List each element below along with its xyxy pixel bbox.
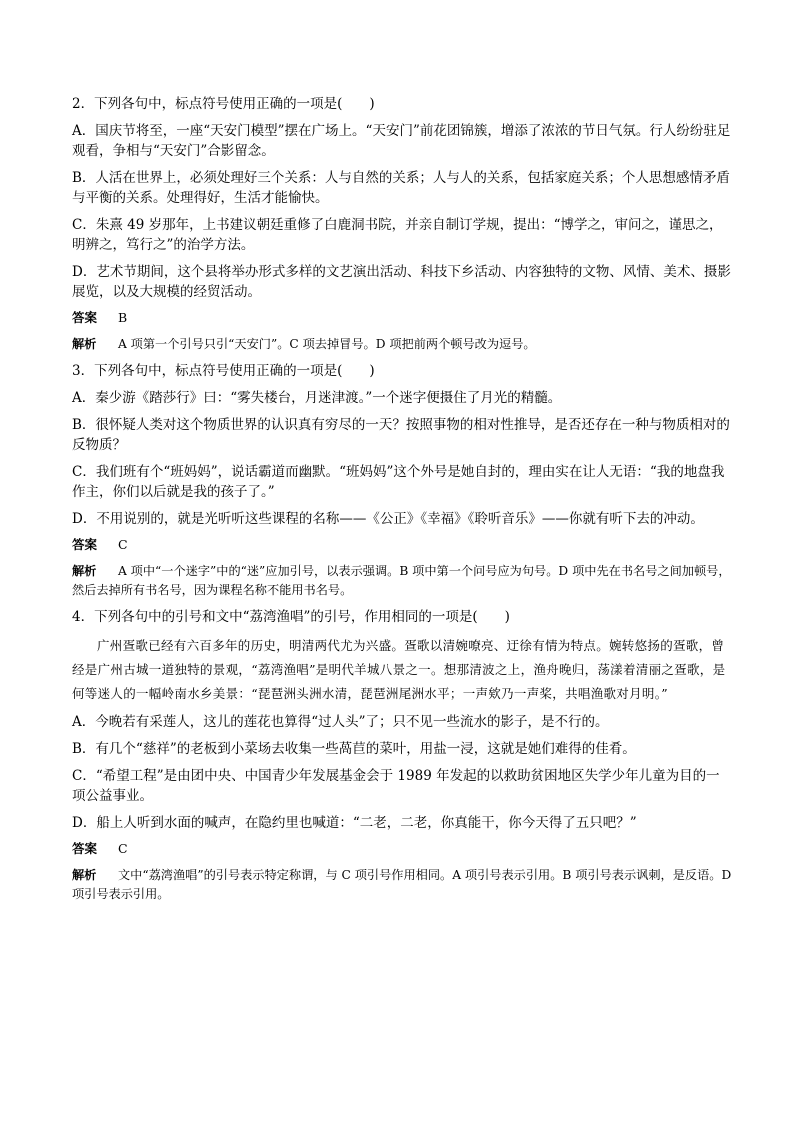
q3-analysis-label: 解析 (72, 564, 97, 578)
q2-title: 2．下列各句中，标点符号使用正确的一项是( ) (72, 96, 375, 112)
q2-analysis-text: A 项第一个引号只引“天安门”。C 项去掉冒号。D 项把前两个顿号改为逗号。 (118, 337, 536, 351)
q2-option-b: B．人活在世界上，必须处理好三个关系：人与自然的关系；人与人的关系，包括家庭关系；个人思想感情矛盾与平衡的关系。处理得好，生活才能愉快。 (72, 170, 730, 206)
q4-option-a: A．今晚若有采莲人，这儿的莲花也算得“过人头”了；只不见一些流水的影子，是不行的。 (72, 714, 609, 730)
q2-answer-value: B (118, 310, 128, 325)
q3-title: 3．下列各句中，标点符号使用正确的一项是( ) (72, 363, 375, 379)
q3-option-b: B．很怀疑人类对这个物质世界的认识真有穷尽的一天？按照事物的相对性推导，是否还存在一种与物质相对的反物质？ (72, 417, 730, 453)
q4-analysis (72, 866, 732, 904)
q3-option-d: D．不用说别的，就是光听听这些课程的名称——《公正》《幸福》《聆听音乐》——你就有听下去的冲动。 (72, 511, 704, 527)
q3-answer-value: C (118, 537, 128, 552)
q4-option-b: B．有几个“慈祥”的老板到小菜场去收集一些萵苣的菜叶，用盐一浸，这就是她们难得的佳肴。 (72, 741, 636, 757)
q3-answer-label: 答案 (72, 537, 98, 552)
document-page (72, 94, 732, 911)
q3-answer (72, 536, 732, 554)
q2-analysis (72, 335, 732, 354)
q4-option-d: D．船上人听到水面的喊声，在隐约里也喊道：“二老，二老，你真能干，你今天得了五只吧？” (72, 815, 637, 831)
q2-answer (72, 309, 732, 327)
q3-option-a: A．秦少游《踏莎行》曰：“雾失楼台，月迷津渡。”一个迷字便摄住了月光的精髓。 (72, 390, 562, 406)
q4-option-c: C．“希望工程”是由团中央、中国青少年发展基金会于 1989 年发起的以救助贫困地区失学少年儿童为目的一项公益事业。 (72, 768, 720, 804)
q4-answer (72, 840, 732, 858)
q4-analysis-text: 文中“荔湾渔唱”的引号表示特定称谓，与 C 项引号作用相同。A 项引号表示引用。B 项引号表示讽刺，是反语。D 项引号表示引用。 (72, 868, 732, 901)
q3-option-c: C．我们班有个“班妈妈”，说话霸道而幽默。“班妈妈”这个外号是她自封的，理由实在让人无语：“我的地盘我作主，你们以后就是我的孩子了。” (72, 464, 725, 500)
q4-passage: 广州疍歌已经有六百多年的历史，明清两代尤为兴盛。疍歌以清婉嘹亮、迂徐有情为特点。婉转悠扬的疍歌，曾经是广州古城一道独特的景观，“荔湾渔唱”是明代羊城八景之一。想那清波之上，渔舟晚归，荡漾着清丽之疍歌，是何等迷人的一幅岭南水乡美景：“琵琶洲头洲水清，琵琶洲尾洲水平；一声欸乃一声桨，共唱渔歌对月明。” (72, 638, 726, 701)
q3-analysis-text: A 项中“一个迷字”中的“迷”应加引号，以表示强调。B 项中第一个问号应为句号。D 项中先在书名号之间加顿号，然后去掉所有书名号，因为课程名称不能用书名号。 (72, 564, 731, 597)
q4-answer-value: C (118, 841, 128, 856)
q4-title: 4．下列各句中的引号和文中“荔湾渔唱”的引号，作用相同的一项是( ) (72, 609, 510, 625)
q2-analysis-label: 解析 (72, 337, 97, 351)
q2-option-a: A．国庆节将至，一座“天安门模型”摆在广场上。“天安门”前花团锦簇，增添了浓浓的节日气氛。行人纷纷驻足观看，争相与“天安门”合影留念。 (72, 123, 731, 159)
q4-answer-label: 答案 (72, 841, 98, 856)
q3-analysis (72, 562, 732, 600)
q2-option-c: C．朱熹 49 岁那年，上书建议朝廷重修了白鹿洞书院，并亲自制订学规，提出：“博学之，审问之，谨思之，明辨之，笃行之”的治学方法。 (72, 217, 723, 253)
q2-answer-label: 答案 (72, 310, 98, 325)
q4-analysis-label: 解析 (72, 868, 97, 882)
q2-option-d: D．艺术节期间，这个县将举办形式多样的文艺演出活动、科技下乡活动、内容独特的文物、风情、美术、摄影展览，以及大规模的经贸活动。 (72, 264, 731, 300)
